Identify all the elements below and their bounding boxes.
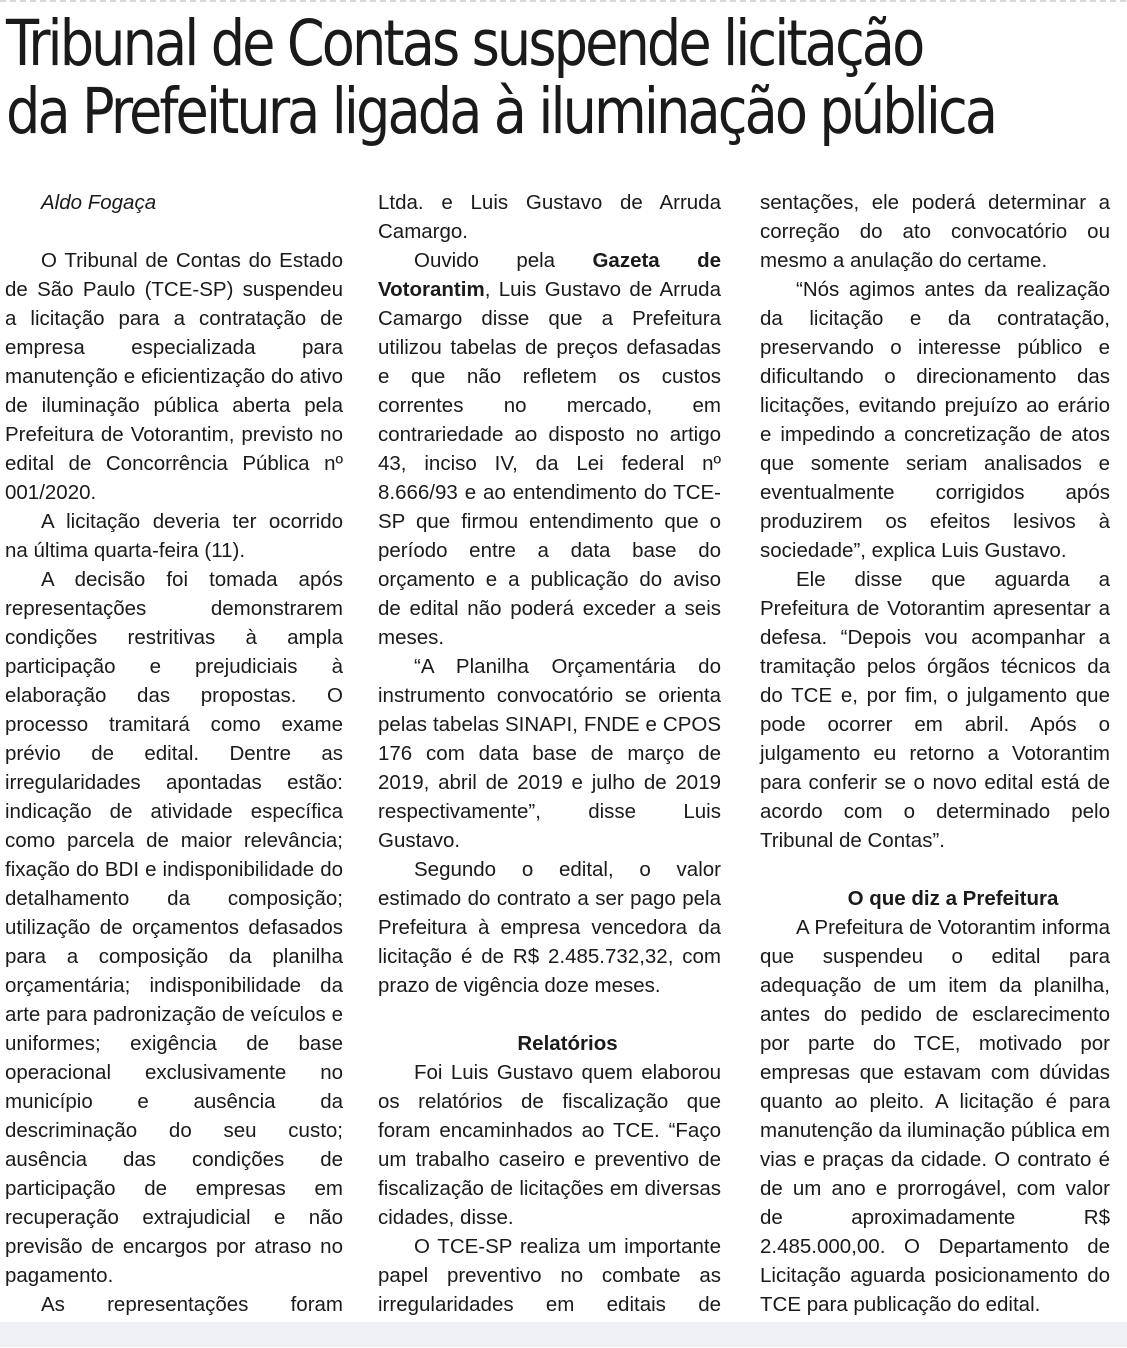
paragraph: “A Planilha Orçamentária do instrumento convocatório se orienta pelas tabelas SINAPI, FNDE e CPOS 176 com data base de março de 2019, abril de 2019 e julho de 2019 respectivamente”, disse Luis Gustavo. bbox=[378, 655, 721, 852]
paragraph: A licitação deveria ter ocorrido na última quarta-feira (11). bbox=[5, 510, 343, 562]
paragraph: Segundo o edital, o valor estimado do contrato a ser pago pela Prefeitura à empresa vencedora da licitação é de R$ 2.485.732,32, com prazo de vigência doze meses. bbox=[378, 858, 721, 997]
byline-spacer bbox=[5, 217, 343, 246]
paragraph-text: , Luis Gustavo de Arruda Camargo disse que a Prefeitura utilizou tabelas de preços defasadas e que não refletem os custos correntes no mercado, em contrariedade ao disposto no artigo 43, inciso IV, da Lei federal nº 8.666/93 e ao entendimento do TCE-SP que firmou entendimento que o período entre a data base do orçamento e a publicação do aviso de edital não poderá exceder a seis meses. bbox=[378, 278, 721, 649]
paragraph: sentações, ele poderá determinar a correção do ato convocatório ou mesmo a anulação do certame. bbox=[760, 191, 1110, 272]
section-spacer bbox=[378, 1000, 721, 1029]
subheading-relatorios: Relatórios bbox=[517, 1032, 618, 1055]
subheading-prefeitura: O que diz a Prefeitura bbox=[847, 887, 1059, 910]
paragraph bbox=[378, 246, 721, 652]
headline-line-1: Tribunal de Contas suspende licitação bbox=[6, 7, 923, 80]
paragraph: A Prefeitura de Votorantim informa que suspendeu o edital para adequação de um item da planilha, antes do pedido de esclarecimento por parte do TCE, motivado por empresas que estavam com dúvidas quanto ao pleito. A licitação é para manutenção da iluminação pública em vias e praças da cidade. O contrato é de um ano e prorrogável, com valor de aproximadamente R$ 2.485.000,00. O Departamento de Licitação aguarda posicionamento do TCE para publicação do edital. bbox=[760, 916, 1110, 1316]
headline bbox=[6, 7, 996, 148]
paragraph: O TCE-SP realiza um importante papel preventivo no combate as irregularidades em editais de bbox=[378, 1235, 721, 1316]
paragraph: A decisão foi tomada após representações demonstrarem condições restritivas à ampla participação e prejudiciais à elaboração das propostas. O processo tramitará como exame prévio de edital. Dentre as irregularidades apontadas estão: indicação de atividade específica como parcela de maior relevância; fixação do BDI e indisponibilidade do detalhamento da composição; utilização de orçamentos defasados para a composição da planilha orçamentária; indisponibilidade da arte para padronização de veículos e uniformes; exigência de base operacional exclusivamente no município e ausência da descriminação do seu custo; ausência das condições de participação de empresas em recuperação extrajudicial e não previsão de encargos por atraso no pagamento. bbox=[5, 568, 343, 1287]
top-divider bbox=[0, 0, 1127, 2]
paragraph: “Nós agimos antes da realização da licitação e da contratação, preservando o interesse público e dificultando o direcionamento das licitações, evitando prejuízo ao erário e impedindo a concretização de atos que somente seriam analisados e eventualmente corrigidos após produzirem os efeitos lesivos à sociedade”, explica Luis Gustavo. bbox=[760, 278, 1110, 562]
newspaper-name: Gazeta de Votorantim bbox=[378, 249, 721, 301]
article-column-1 bbox=[5, 188, 343, 1348]
paragraph: Foi Luis Gustavo quem elaborou os relatórios de fiscalização que foram encaminhados ao TCE. “Faço um trabalho caseiro e preventivo de fiscalização de licitações em diversas cidades, disse. bbox=[378, 1061, 721, 1229]
paragraph: Ltda. e Luis Gustavo de Arruda Camargo. bbox=[378, 191, 721, 243]
bottom-bar bbox=[0, 1322, 1127, 1347]
paragraph: As representações foram bbox=[41, 1293, 343, 1316]
article-column-3 bbox=[760, 188, 1110, 1319]
paragraph: O Tribunal de Contas do Estado de São Paulo (TCE-SP) suspendeu a licitação para a contratação de empresa especializada para manutenção e eficientização do ativo de iluminação pública aberta pela Prefeitura de Votorantim, previsto no edital de Concorrência Pública nº 001/2020. bbox=[5, 249, 343, 504]
headline-line-2: da Prefeitura ligada à iluminação pública bbox=[6, 75, 996, 148]
paragraph-text: Ouvido pela bbox=[414, 249, 593, 272]
byline: Aldo Fogaça bbox=[41, 191, 157, 214]
article-column-2 bbox=[378, 188, 721, 1348]
paragraph: Ele disse que aguarda a Prefeitura de Votorantim apresentar a defesa. “Depois vou acompanhar a tramitação pelos órgãos técnicos da do TCE e, por fim, o julgamento que pode ocorrer em abril. Após o julgamento eu retorno a Votorantim para conferir se o novo edital está de acordo com o determinado pelo Tribunal de Contas”. bbox=[760, 568, 1110, 852]
section-spacer bbox=[760, 855, 1110, 884]
